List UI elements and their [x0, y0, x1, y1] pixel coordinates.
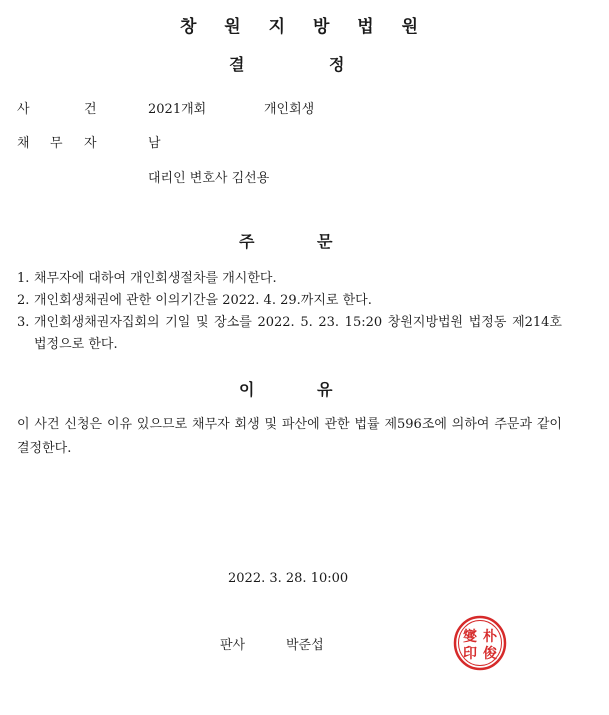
order-item-text: 개인회생채권자집회의 기일 및 장소를 2022. 5. 23. 15:20 창원지방법원 법정동 제214호 법정으로 한다.: [34, 315, 562, 352]
judge-seal-stamp: [452, 614, 508, 672]
order-item: [17, 290, 562, 312]
case-number: 2021개회: [148, 102, 207, 117]
reason-heading-char-1: 이: [239, 380, 255, 399]
order-heading-char-2: 문: [317, 232, 333, 251]
reason-heading-char-2: 유: [317, 380, 333, 399]
order-item-text: 채무자에 대하여 개인회생절차를 개시한다.: [34, 271, 277, 286]
label-debtor-char-2: 무: [50, 136, 63, 151]
order-item-number: 1.: [17, 271, 30, 286]
order-item: [17, 312, 562, 356]
case-name: 개인회생: [264, 102, 315, 117]
seal-char: 印: [463, 646, 477, 662]
order-item-number: 3.: [17, 315, 30, 330]
debtor-name: 남: [148, 136, 161, 151]
agent-name: 대리인 변호사 김선용: [148, 171, 270, 186]
label-debtor-char-3: 자: [84, 136, 97, 151]
order-item-number: 2.: [17, 293, 30, 308]
doc-type-char-1: 결: [229, 55, 245, 74]
doc-type-char-2: 정: [329, 55, 345, 74]
order-item-text: 개인회생채권에 관한 이의기간을 2022. 4. 29.까지로 한다.: [34, 293, 372, 308]
court-name: 창 원 지 방 법 원: [179, 17, 430, 37]
seal-char: 燮: [463, 629, 477, 645]
label-case-char-2: 건: [84, 102, 97, 117]
seal-char: 俊: [483, 646, 497, 662]
label-debtor-char-1: 채: [17, 136, 30, 151]
reason-text: 이 사건 신청은 이유 있으므로 채무자 회생 및 파산에 관한 법률 제596조에 의하여 주문과 같이 결정한다.: [17, 417, 562, 456]
seal-char: 朴: [483, 629, 497, 645]
judge-name: 박준섭: [286, 638, 324, 653]
judge-title: 판사: [220, 638, 246, 653]
label-case-char-1: 사: [17, 102, 30, 117]
order-item: [17, 268, 562, 290]
order-heading-char-1: 주: [239, 232, 255, 251]
decision-date: 2022. 3. 28. 10:00: [228, 571, 349, 586]
order-list: [17, 268, 562, 356]
